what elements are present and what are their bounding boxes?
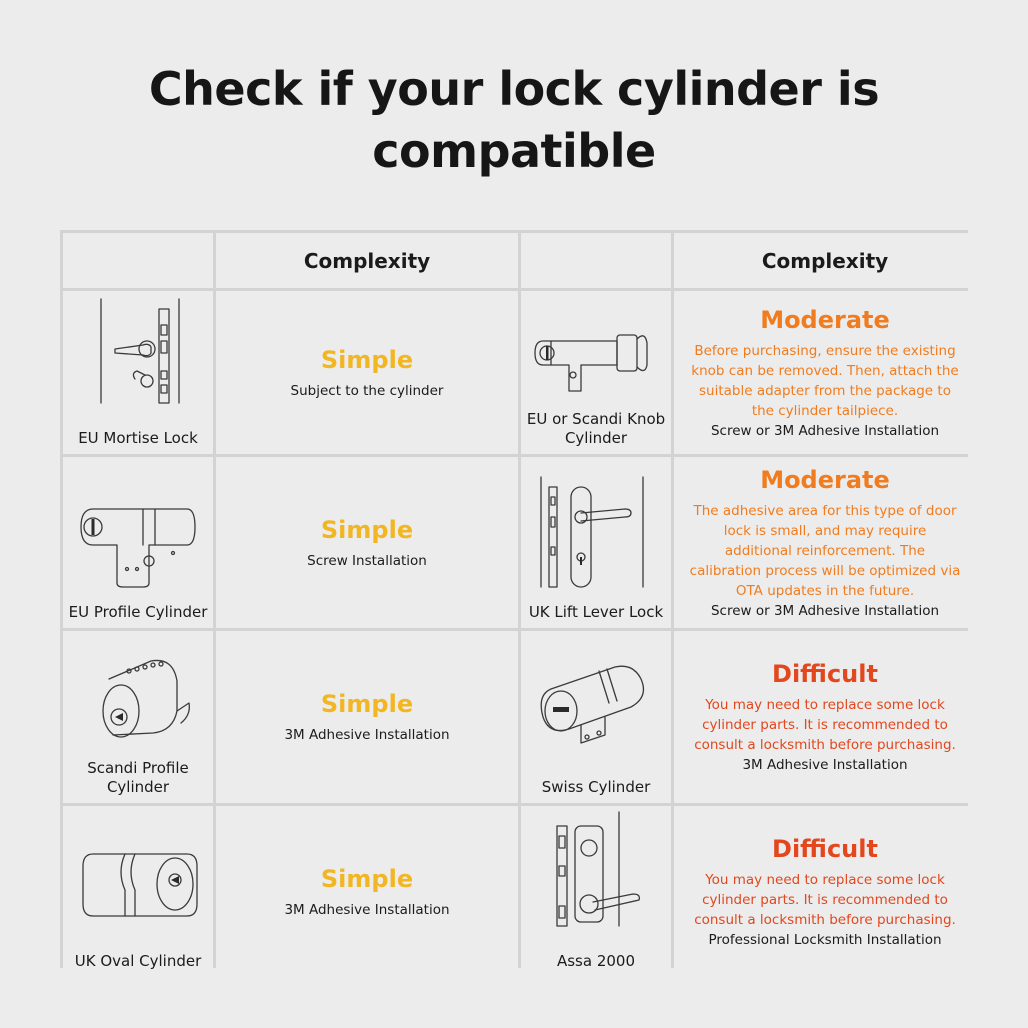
lock-name: Swiss Cylinder (541, 778, 651, 796)
install-method: Screw or 3M Adhesive Installation (710, 602, 940, 619)
complexity-description: You may need to replace some lock cylinder parts. It is recommended to consult a locksmith before purchasing. (694, 871, 956, 928)
install-method: Subject to the cylinder (290, 382, 444, 399)
complexity-level: Moderate (760, 305, 890, 334)
lock-name: EU Mortise Lock (78, 429, 198, 447)
table-cell-complexity (674, 631, 976, 803)
header-complexity-left: Complexity (216, 233, 518, 288)
complexity-level: Difficult (772, 834, 878, 863)
install-method: 3M Adhesive Installation (742, 757, 908, 773)
table-cell-complexity (216, 291, 518, 454)
swiss-cylinder-icon (521, 631, 671, 771)
table-cell-complexity (216, 631, 518, 803)
complexity-level: Simple (320, 345, 414, 374)
assa-2000-icon (521, 806, 671, 946)
header-empty-2 (521, 233, 671, 288)
complexity-level: Simple (320, 690, 414, 718)
complexity-level: Simple (320, 864, 414, 893)
lock-name: Scandi Profile Cylinder (87, 759, 189, 796)
install-method: Screw Installation (307, 552, 427, 569)
install-method: 3M Adhesive Installation (284, 727, 450, 743)
complexity-level: Difficult (772, 660, 878, 688)
table-cell-complexity (216, 806, 518, 977)
install-method: Professional Locksmith Installation (708, 931, 942, 948)
lock-name: UK Lift Lever Lock (528, 603, 664, 621)
table-cell-lock-image (63, 806, 213, 977)
install-method: 3M Adhesive Installation (284, 901, 450, 918)
title-line-2: compatible (372, 124, 656, 178)
complexity-level: Simple (320, 515, 414, 544)
eu-mortise-lock-icon (63, 291, 213, 431)
title-line-1: Check if your lock cylinder is (148, 62, 880, 116)
uk-oval-cylinder-icon (63, 806, 213, 946)
complexity-level: Moderate (760, 465, 890, 494)
table-cell-lock-image (63, 631, 213, 803)
table-cell-complexity (216, 457, 518, 628)
lock-name: EU or Scandi Knob Cylinder (526, 410, 666, 447)
table-cell-complexity (674, 806, 976, 977)
compatibility-table (60, 230, 968, 968)
table-cell-lock-image (521, 631, 671, 803)
lock-name: UK Oval Cylinder (74, 952, 202, 970)
complexity-description: The adhesive area for this type of door lock is small, and may require additional reinforcement. The calibration process will be optimized via OTA updates in the future. (689, 502, 961, 599)
header-empty-1 (63, 233, 213, 288)
complexity-description: You may need to replace some lock cylinder parts. It is recommended to consult a locksmith before purchasing. (694, 697, 956, 753)
uk-lift-lever-lock-icon (521, 457, 671, 597)
table-cell-lock-image (63, 291, 213, 454)
page-title (0, 58, 1028, 182)
table-cell-lock-image (521, 457, 671, 628)
table-cell-complexity (674, 457, 976, 628)
scandi-profile-cylinder-icon (63, 631, 213, 771)
table-cell-lock-image (521, 806, 671, 977)
header-complexity-right: Complexity (674, 233, 976, 288)
table-cell-complexity (674, 291, 976, 454)
install-method: Screw or 3M Adhesive Installation (710, 422, 940, 439)
eu-profile-cylinder-icon (63, 457, 213, 597)
table-cell-lock-image (521, 291, 671, 454)
lock-name: Assa 2000 (556, 952, 636, 970)
lock-name: EU Profile Cylinder (68, 603, 208, 621)
complexity-description: Before purchasing, ensure the existing knob can be removed. Then, attach the suitable adapter from the package to the cylinder tailpiece. (691, 342, 959, 419)
table-cell-lock-image (63, 457, 213, 628)
